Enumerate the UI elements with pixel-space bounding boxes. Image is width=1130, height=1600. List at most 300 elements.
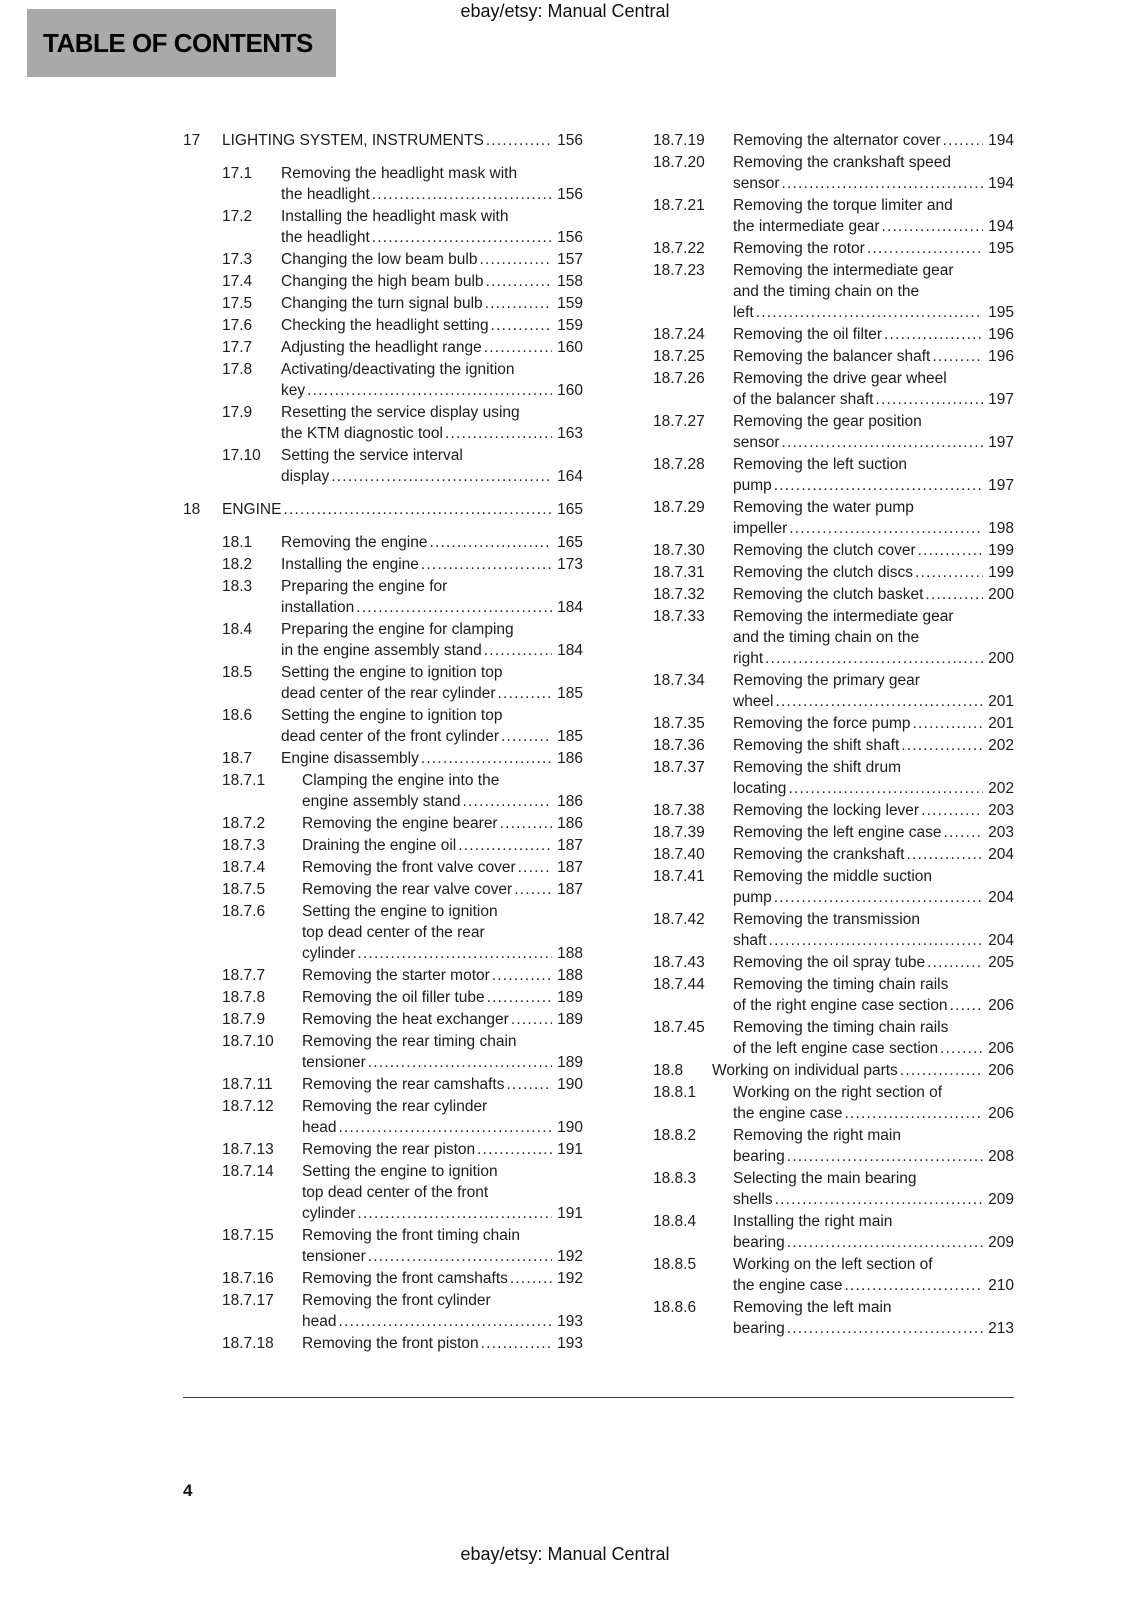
toc-entry-page: 157	[557, 251, 583, 268]
toc-entry-body	[281, 293, 583, 314]
toc-entry-number: 18.7.26	[653, 370, 705, 387]
toc-entry-title-line: Removing the balancer shaft	[733, 348, 931, 365]
toc-entry	[653, 540, 1014, 561]
toc-entry-body	[733, 757, 1014, 799]
toc-leader-dots	[477, 1139, 552, 1160]
toc-entry-last-line	[733, 389, 1014, 410]
toc-leader-dots	[950, 995, 984, 1016]
toc-entry-last-line	[281, 184, 583, 205]
toc-entry	[653, 713, 1014, 734]
toc-entry-page: 203	[988, 802, 1014, 819]
toc-entry-page: 191	[557, 1141, 583, 1158]
toc-leader-dots	[484, 337, 552, 358]
toc-entry-number: 18.7.12	[222, 1098, 274, 1115]
toc-entry-title-line: Removing the rear piston	[302, 1141, 476, 1158]
toc-entry-body	[733, 1254, 1014, 1296]
toc-entry-last-line	[302, 965, 583, 986]
toc-leader-dots	[901, 735, 983, 756]
toc-entry-body	[302, 770, 583, 812]
toc-entry-title-line: Removing the alternator cover	[733, 132, 941, 149]
toc-entry	[653, 1297, 1014, 1339]
toc-leader-dots	[372, 184, 552, 205]
toc-leader-dots	[492, 965, 552, 986]
toc-entry-last-line	[733, 518, 1014, 539]
toc-entry-page: 199	[988, 564, 1014, 581]
toc-entry-body	[733, 606, 1014, 669]
toc-entry-number: 18.5	[222, 664, 253, 681]
toc-entry-number: 18.7.36	[653, 737, 705, 754]
toc-entry-title-line: ENGINE	[222, 501, 282, 518]
toc-entry-last-line	[302, 1311, 583, 1332]
toc-entry-title-line: Removing the right main	[733, 1127, 901, 1144]
toc-entry-page: 190	[557, 1119, 583, 1136]
toc-entry-body	[281, 163, 583, 205]
toc-entry-page: 202	[988, 737, 1014, 754]
toc-entry-number: 18.7.19	[653, 132, 705, 149]
toc-entry-last-line	[733, 713, 1014, 734]
toc-leader-dots	[511, 1009, 552, 1030]
toc-leader-dots	[491, 315, 552, 336]
toc-entry-number: 18.8.2	[653, 1127, 697, 1144]
toc-leader-dots	[500, 813, 553, 834]
toc-entry-page: 193	[557, 1335, 583, 1352]
toc-entry-last-line	[733, 691, 1014, 712]
toc-entry-last-line	[281, 532, 583, 553]
toc-entry-body	[281, 359, 583, 401]
toc-entry-last-line	[302, 1074, 583, 1095]
toc-leader-dots	[338, 1311, 552, 1332]
toc-leader-dots	[514, 879, 552, 900]
toc-entry	[653, 1060, 1014, 1081]
toc-entry	[222, 271, 583, 292]
toc-entry-page: 197	[988, 477, 1014, 494]
toc-entry-number: 18.8	[653, 1062, 684, 1079]
toc-leader-dots	[844, 1103, 983, 1124]
toc-entry-number: 18.7.22	[653, 240, 705, 257]
toc-entry-title-line: Removing the intermediate gear	[733, 262, 954, 279]
toc-entry	[653, 822, 1014, 843]
toc-entry	[222, 359, 583, 401]
toc-entry-number: 18.7.43	[653, 954, 705, 971]
toc-entry-last-line	[733, 302, 1014, 323]
toc-entry-last-line	[733, 952, 1014, 973]
toc-entry-last-line	[733, 995, 1014, 1016]
toc-entry-number: 17.9	[222, 404, 253, 421]
toc-leader-dots	[356, 597, 552, 618]
toc-entry-page: 185	[557, 685, 583, 702]
toc-leader-dots	[787, 1318, 983, 1339]
toc-entry-number: 18.7.15	[222, 1227, 274, 1244]
toc-entry-body	[733, 866, 1014, 908]
toc-entry-last-line	[733, 930, 1014, 951]
toc-entry-title-line: Removing the left engine case	[733, 824, 942, 841]
toc-entry-number: 17.4	[222, 273, 253, 290]
toc-entry-number: 18.2	[222, 556, 253, 573]
toc-entry	[183, 499, 583, 520]
toc-entry-last-line	[302, 879, 583, 900]
toc-entry-last-line	[281, 597, 583, 618]
page-number: 4	[183, 1481, 193, 1500]
toc-entry-body	[733, 152, 1014, 194]
toc-entry-number: 18.7.18	[222, 1335, 274, 1352]
toc-leader-dots	[765, 648, 983, 669]
toc-leader-dots	[944, 822, 984, 843]
toc-entry-number: 17.7	[222, 339, 253, 356]
toc-entry-last-line	[281, 380, 583, 401]
toc-leader-dots	[932, 346, 983, 367]
toc-entry-number: 18.7.21	[653, 197, 705, 214]
toc-entry	[653, 1211, 1014, 1253]
toc-entry-title-line: wheel	[733, 693, 774, 710]
toc-entry-page: 156	[557, 229, 583, 246]
toc-entry-last-line	[281, 748, 583, 769]
toc-entry-last-line	[733, 735, 1014, 756]
toc-entry-last-line	[281, 683, 583, 704]
toc-entry	[222, 337, 583, 358]
toc-entry-title-line: Setting the engine to ignition top	[281, 707, 503, 724]
toc-entry-title-line: the intermediate gear	[733, 218, 880, 235]
toc-leader-dots	[357, 1203, 552, 1224]
toc-entry-last-line	[733, 1103, 1014, 1124]
toc-entry	[222, 857, 583, 878]
toc-entry-last-line	[302, 1203, 583, 1224]
toc-entry-number: 18	[183, 501, 201, 518]
toc-entry-page: 204	[988, 932, 1014, 949]
toc-entry-page: 186	[557, 793, 583, 810]
toc-entry-body	[712, 1060, 1014, 1081]
toc-entry-title-line: Removing the clutch cover	[733, 542, 916, 559]
toc-entry-page: 198	[988, 520, 1014, 537]
toc-entry-body	[302, 1139, 583, 1160]
toc-entry-page: 203	[988, 824, 1014, 841]
toc-entry-last-line	[222, 499, 583, 520]
toc-entry-title-line: engine assembly stand	[302, 793, 461, 810]
toc-entry-title-line: tensioner	[302, 1054, 366, 1071]
toc-entry-page: 194	[988, 175, 1014, 192]
toc-entry-title-line: bearing	[733, 1320, 785, 1337]
toc-entry-title-line: Removing the crankshaft speed	[733, 154, 951, 171]
toc-entry	[653, 606, 1014, 669]
toc-entry-page: 189	[557, 1054, 583, 1071]
toc-leader-dots	[372, 227, 552, 248]
toc-entry-body	[733, 368, 1014, 410]
toc-entry-number: 18.8.1	[653, 1084, 697, 1101]
toc-entry-title-line: Removing the oil filter	[733, 326, 883, 343]
toc-entry-number: 18.7.42	[653, 911, 705, 928]
toc-entry-number: 18.7.33	[653, 608, 705, 625]
toc-entry-last-line	[712, 1060, 1014, 1081]
toc-entry-body	[281, 249, 583, 270]
toc-entry-body	[302, 813, 583, 834]
toc-entry-body	[281, 748, 583, 769]
toc-entry-number: 18.7.1	[222, 772, 266, 789]
toc-entry-body	[281, 402, 583, 444]
toc-entry-number: 18.7.6	[222, 903, 266, 920]
toc-entry-number: 18.7.10	[222, 1033, 274, 1050]
toc-entry-title-line: Removing the transmission	[733, 911, 920, 928]
toc-entry-number: 18.1	[222, 534, 253, 551]
toc-entry-body	[281, 337, 583, 358]
toc-entry-page: 160	[557, 382, 583, 399]
toc-leader-dots	[498, 683, 553, 704]
toc-entry-body	[733, 411, 1014, 453]
toc-entry-body	[733, 670, 1014, 712]
toc-entry	[222, 554, 583, 575]
toc-entry-number: 18.7.9	[222, 1011, 266, 1028]
toc-entry-page: 156	[557, 186, 583, 203]
toc-entry-body	[281, 445, 583, 487]
toc-leader-dots	[925, 584, 983, 605]
toc-entry-page: 159	[557, 295, 583, 312]
toc-entry-page: 186	[557, 750, 583, 767]
toc-entry-body	[302, 835, 583, 856]
toc-entry-title-line: Removing the left main	[733, 1299, 892, 1316]
toc-leader-dots	[906, 844, 983, 865]
toc-entry	[653, 800, 1014, 821]
toc-entry-number: 18.7.4	[222, 859, 266, 876]
toc-entry-body	[733, 195, 1014, 237]
toc-leader-dots	[782, 173, 984, 194]
toc-entry	[222, 662, 583, 704]
toc-entry	[222, 965, 583, 986]
toc-entry-page: 189	[557, 989, 583, 1006]
toc-entry-title-line: Removing the rear cylinder	[302, 1098, 488, 1115]
toc-entry-number: 18.7.7	[222, 967, 266, 984]
toc-entry	[653, 757, 1014, 799]
toc-leader-dots	[900, 1060, 983, 1081]
toc-leader-dots	[518, 857, 552, 878]
toc-entry-last-line	[281, 271, 583, 292]
toc-leader-dots	[776, 691, 984, 712]
toc-entry-last-line	[733, 432, 1014, 453]
toc-entry-body	[733, 1017, 1014, 1059]
toc-entry	[222, 1031, 583, 1073]
toc-entry-page: 165	[557, 534, 583, 551]
toc-entry-body	[281, 619, 583, 661]
toc-entry-body	[302, 901, 583, 964]
toc-entry-last-line	[733, 1146, 1014, 1167]
toc-entry-title-line: Clamping the engine into the	[302, 772, 500, 789]
toc-entry-number: 18.8.5	[653, 1256, 697, 1273]
toc-entry	[653, 952, 1014, 973]
toc-entry-number: 18.7.13	[222, 1141, 274, 1158]
toc-leader-dots	[430, 532, 553, 553]
toc-leader-dots	[867, 238, 983, 259]
toc-entry-body	[302, 1009, 583, 1030]
toc-entry-page: 210	[988, 1277, 1014, 1294]
toc-entry	[653, 260, 1014, 323]
toc-entry-page: 200	[988, 586, 1014, 603]
toc-entry	[222, 1096, 583, 1138]
toc-entry-page: 184	[557, 599, 583, 616]
title-box	[27, 9, 336, 77]
toc-entry-page: 209	[988, 1191, 1014, 1208]
toc-entry-page: 189	[557, 1011, 583, 1028]
toc-entry-last-line	[733, 844, 1014, 865]
toc-entry-number: 18.7.35	[653, 715, 705, 732]
toc-entry-title-line: Removing the front piston	[302, 1335, 479, 1352]
toc-entry-page: 160	[557, 339, 583, 356]
toc-entry	[222, 748, 583, 769]
toc-entry-number: 18.7.5	[222, 881, 266, 898]
toc-entry-last-line	[733, 324, 1014, 345]
toc-entry-page: 206	[988, 1040, 1014, 1057]
toc-entry-page: 159	[557, 317, 583, 334]
toc-entry-body	[733, 952, 1014, 973]
toc-entry-number: 17.5	[222, 295, 253, 312]
toc-entry-body	[302, 1225, 583, 1267]
toc-entry-title-line: Removing the crankshaft	[733, 846, 905, 863]
toc-entry-number: 18.7.17	[222, 1292, 274, 1309]
toc-entry-last-line	[302, 1009, 583, 1030]
toc-entry-title-line: Removing the oil spray tube	[733, 954, 926, 971]
toc-entry-title-line: LIGHTING SYSTEM, INSTRUMENTS	[222, 132, 484, 149]
top-header-text: ebay/etsy: Manual Central	[460, 1, 670, 21]
toc-entry	[222, 619, 583, 661]
toc-entry-title-line: Removing the front camshafts	[302, 1270, 508, 1287]
toc-entry-last-line	[733, 1189, 1014, 1210]
toc-entry-title-line: Removing the intermediate gear	[733, 608, 954, 625]
toc-leader-dots	[458, 835, 552, 856]
toc-leader-dots	[774, 475, 983, 496]
toc-entry-page: 206	[988, 997, 1014, 1014]
toc-entry-last-line	[281, 466, 583, 487]
toc-entry-title-line: Removing the rotor	[733, 240, 865, 257]
toc-entry-page: 202	[988, 780, 1014, 797]
toc-entry-title-line: Removing the gear position	[733, 413, 922, 430]
toc-entry	[222, 705, 583, 747]
toc-leader-dots	[463, 791, 553, 812]
toc-leader-dots	[918, 540, 983, 561]
toc-entry-title-line: Removing the shift shaft	[733, 737, 900, 754]
toc-entry	[222, 206, 583, 248]
toc-entry-body	[733, 735, 1014, 756]
toc-entry-number: 18.7.23	[653, 262, 705, 279]
toc-entry-page: 164	[557, 468, 583, 485]
toc-entry-last-line	[733, 584, 1014, 605]
toc-entry-page: 197	[988, 391, 1014, 408]
toc-entry-body	[733, 822, 1014, 843]
toc-entry-title-line: Removing the oil filler tube	[302, 989, 485, 1006]
toc-entry-number: 18.7.40	[653, 846, 705, 863]
toc-leader-dots	[487, 987, 552, 1008]
toc-entry-number: 18.3	[222, 578, 253, 595]
toc-entry-last-line	[733, 540, 1014, 561]
toc-entry-page: 196	[988, 326, 1014, 343]
toc-entry-page: 158	[557, 273, 583, 290]
toc-column-left	[183, 130, 583, 1355]
toc-entry-title-line: sensor	[733, 175, 780, 192]
toc-entry-body	[733, 713, 1014, 734]
toc-entry-body	[733, 1082, 1014, 1124]
toc-entry-page: 190	[557, 1076, 583, 1093]
toc-leader-dots	[881, 216, 983, 237]
toc-leader-dots	[510, 1268, 552, 1289]
toc-entry-body	[733, 238, 1014, 259]
toc-entry-body	[222, 499, 583, 520]
toc-entry	[653, 584, 1014, 605]
toc-entry-number: 18.7.29	[653, 499, 705, 516]
toc-entry-title-line: locating	[733, 780, 787, 797]
toc-entry-title-line: Activating/deactivating the ignition	[281, 361, 515, 378]
toc-entry-body	[302, 1290, 583, 1332]
toc-entry-last-line	[302, 1117, 583, 1138]
footer-text: ebay/etsy: Manual Central	[460, 1544, 670, 1564]
toc-entry-body	[302, 1074, 583, 1095]
toc-entry-page: 187	[557, 837, 583, 854]
toc-entry	[222, 1161, 583, 1224]
toc-entry-title-line: Removing the engine	[281, 534, 428, 551]
toc-entry-last-line	[733, 648, 1014, 669]
toc-entry-last-line	[733, 130, 1014, 151]
toc-entry	[222, 987, 583, 1008]
toc-entry-body	[733, 454, 1014, 496]
toc-entry-last-line	[281, 726, 583, 747]
toc-entry	[222, 770, 583, 812]
toc-leader-dots	[486, 271, 553, 292]
toc-entry-title-line: Removing the drive gear wheel	[733, 370, 947, 387]
toc-entry	[653, 497, 1014, 539]
toc-entry-body	[302, 1333, 583, 1354]
toc-entry	[222, 1225, 583, 1267]
toc-entry-title-line: Removing the torque limiter and	[733, 197, 953, 214]
toc-entry	[222, 445, 583, 487]
toc-entry-number: 17	[183, 132, 201, 149]
toc-entry-title-line: Removing the primary gear	[733, 672, 920, 689]
toc-entry-number: 18.7.34	[653, 672, 705, 689]
toc-entry-number: 18.7.3	[222, 837, 266, 854]
toc-entry-body	[302, 1268, 583, 1289]
toc-entry	[653, 411, 1014, 453]
toc-entry-number: 18.7.2	[222, 815, 266, 832]
toc-entry-title-line: Removing the middle suction	[733, 868, 933, 885]
toc-entry-last-line	[302, 857, 583, 878]
toc-entry-last-line	[733, 562, 1014, 583]
toc-entry-title-line: the engine case	[733, 1105, 843, 1122]
toc-entry-title-line: shells	[733, 1191, 773, 1208]
toc-column-right	[614, 130, 1014, 1340]
toc-entry-title-line: Removing the clutch basket	[733, 586, 924, 603]
toc-entry-number: 18.7.28	[653, 456, 705, 473]
toc-entry-number: 18.7	[222, 750, 253, 767]
toc-entry-body	[281, 705, 583, 747]
toc-entry-page: 163	[557, 425, 583, 442]
toc-entry-page: 191	[557, 1205, 583, 1222]
toc-entry-title-line: of the balancer shaft	[733, 391, 874, 408]
toc-entry-body	[281, 206, 583, 248]
toc-entry-number: 17.8	[222, 361, 253, 378]
toc-entry-number: 18.7.38	[653, 802, 705, 819]
toc-entry-page: 208	[988, 1148, 1014, 1165]
toc-entry	[653, 1017, 1014, 1059]
toc-leader-dots	[875, 389, 983, 410]
toc-entry	[222, 1290, 583, 1332]
toc-entry-body	[733, 497, 1014, 539]
toc-leader-dots	[943, 130, 983, 151]
toc-entry-body	[302, 1161, 583, 1224]
toc-entry-page: 193	[557, 1313, 583, 1330]
toc-entry-number: 18.6	[222, 707, 253, 724]
toc-entry-last-line	[281, 293, 583, 314]
toc-entry-last-line	[281, 315, 583, 336]
toc-entry-number: 17.10	[222, 447, 261, 464]
toc-leader-dots	[338, 1117, 552, 1138]
toc-entry-title-line: Setting the engine to ignition	[302, 1163, 498, 1180]
toc-entry	[653, 195, 1014, 237]
toc-entry-last-line	[302, 1139, 583, 1160]
toc-leader-dots	[940, 1038, 983, 1059]
toc-entry-title-line: the engine case	[733, 1277, 843, 1294]
